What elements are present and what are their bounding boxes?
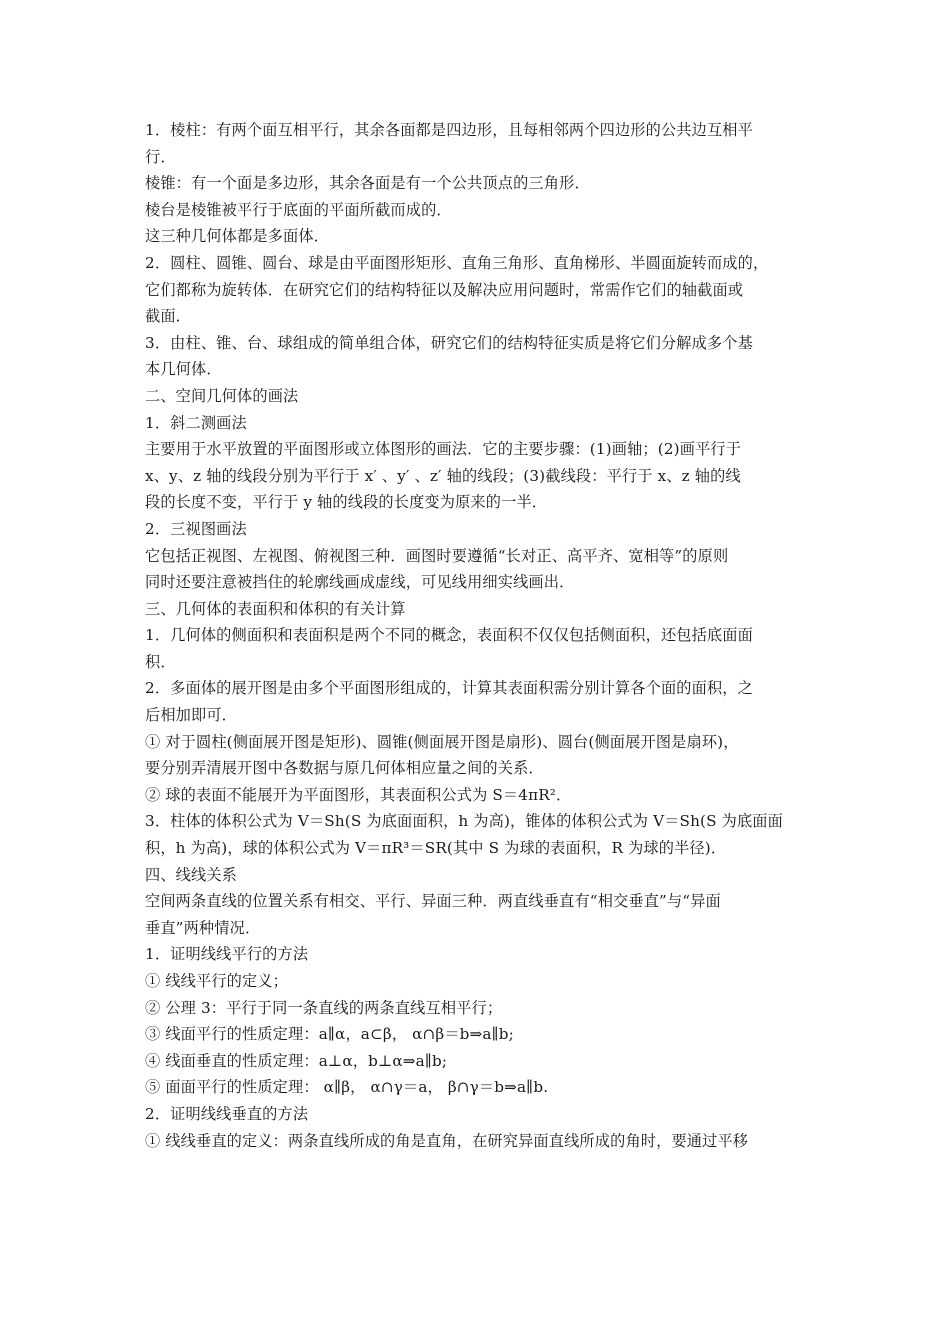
text-line: 3．柱体的体积公式为 V＝Sh(S 为底面面积，h 为高)，锥体的体积公式为 V＝Sh(S 为底面面 [145,812,783,831]
section-heading: 四、线线关系 [145,865,238,884]
text-line: 本几何体． [145,360,222,379]
text-line: 1．几何体的侧面积和表面积是两个不同的概念，表面积不仅仅包括侧面积，还包括底面面 [145,626,753,645]
document-body [145,117,815,1154]
subsection-heading: 2．证明线线垂直的方法 [145,1104,309,1123]
text-line: x、y、z 轴的线段分别为平行于 x′ 、y′ 、z′ 轴的线段；(3)截线段：平行于 x、z 轴的线 [145,466,741,485]
text-line: ① 线线平行的定义； [145,972,289,990]
subsection-heading: 1．证明线线平行的方法 [145,945,309,964]
text-line: 棱锥：有一个面是多边形，其余各面是有一个公共顶点的三角形． [145,174,590,193]
text-line: 1．棱柱：有两个面互相平行，其余各面都是四边形，且每相邻两个四边形的公共边互相平 [145,121,753,139]
section-heading: 三、几何体的表面积和体积的有关计算 [145,599,406,618]
subsection-heading: 2．三视图画法 [145,519,247,538]
text-line: 行． [145,147,176,166]
text-line: 主要用于水平放置的平面图形或立体图形的画法．它的主要步骤：(1)画轴；(2)画平行于 [145,440,742,459]
text-line: 棱台是棱锥被平行于底面的平面所截而成的． [145,200,452,219]
text-line: 2．多面体的展开图是由多个平面图形组成的，计算其表面积需分别计算各个面的面积，之 [145,679,753,698]
text-line: ③ 线面平行的性质定理：a∥α，a⊂β， α∩β＝b⇒a∥b; [145,1025,514,1044]
section-heading: 二、空间几何体的画法 [145,386,299,405]
text-line: 3．由柱、锥、台、球组成的简单组合体，研究它们的结构特征实质是将它们分解成多个基 [145,333,753,352]
text-line: ① 线线垂直的定义：两条直线所成的角是直角，在研究异面直线所成的角时，要通过平移 [145,1131,749,1150]
text-line: 垂直”两种情况． [145,918,261,937]
text-line: 同时还要注意被挡住的轮廓线画成虚线，可见线用细实线画出． [145,573,575,592]
text-line: 这三种几何体都是多面体． [145,227,330,246]
text-line: 截面． [145,307,192,326]
text-line: ② 球的表面不能展开为平面图形，其表面积公式为 S＝4πR²． [145,785,572,804]
text-line: 2．圆柱、圆锥、圆台、球是由平面图形矩形、直角三角形、直角梯形、半圆面旋转而成的， [145,253,769,272]
text-line: 积，h 为高)，球的体积公式为 V＝πR³＝SR(其中 S 为球的表面积，R 为球的半径)． [145,839,727,858]
text-line: ⑤ 面面平行的性质定理： α∥β， α∩γ＝a， β∩γ＝b⇒a∥b. [145,1078,549,1097]
text-line: ② 公理 3：平行于同一条直线的两条直线互相平行； [145,998,503,1017]
text-line: 后相加即可． [145,706,238,725]
subsection-heading: 1．斜二测画法 [145,413,247,432]
text-line: 它包括正视图、左视图、俯视图三种．画图时要遵循“长对正、高平齐、宽相等”的原则 [145,546,729,565]
text-line: ① 对于圆柱(侧面展开图是矩形)、圆锥(侧面展开图是扇形)、圆台(侧面展开图是扇环)， [145,732,739,751]
text-line: 积． [145,652,176,671]
text-line: 空间两条直线的位置关系有相交、平行、异面三种．两直线垂直有“相交垂直”与“异面 [145,892,721,911]
text-line: 段的长度不变，平行于 y 轴的线段的长度变为原来的一半． [145,493,548,512]
text-line: ④ 线面垂直的性质定理：a⊥α，b⊥α⇒a∥b; [145,1051,448,1070]
text-line: 它们都称为旋转体．在研究它们的结构特征以及解决应用问题时，常需作它们的轴截面或 [145,280,744,299]
text-line: 要分别弄清展开图中各数据与原几何体相应量之间的关系． [145,759,544,778]
